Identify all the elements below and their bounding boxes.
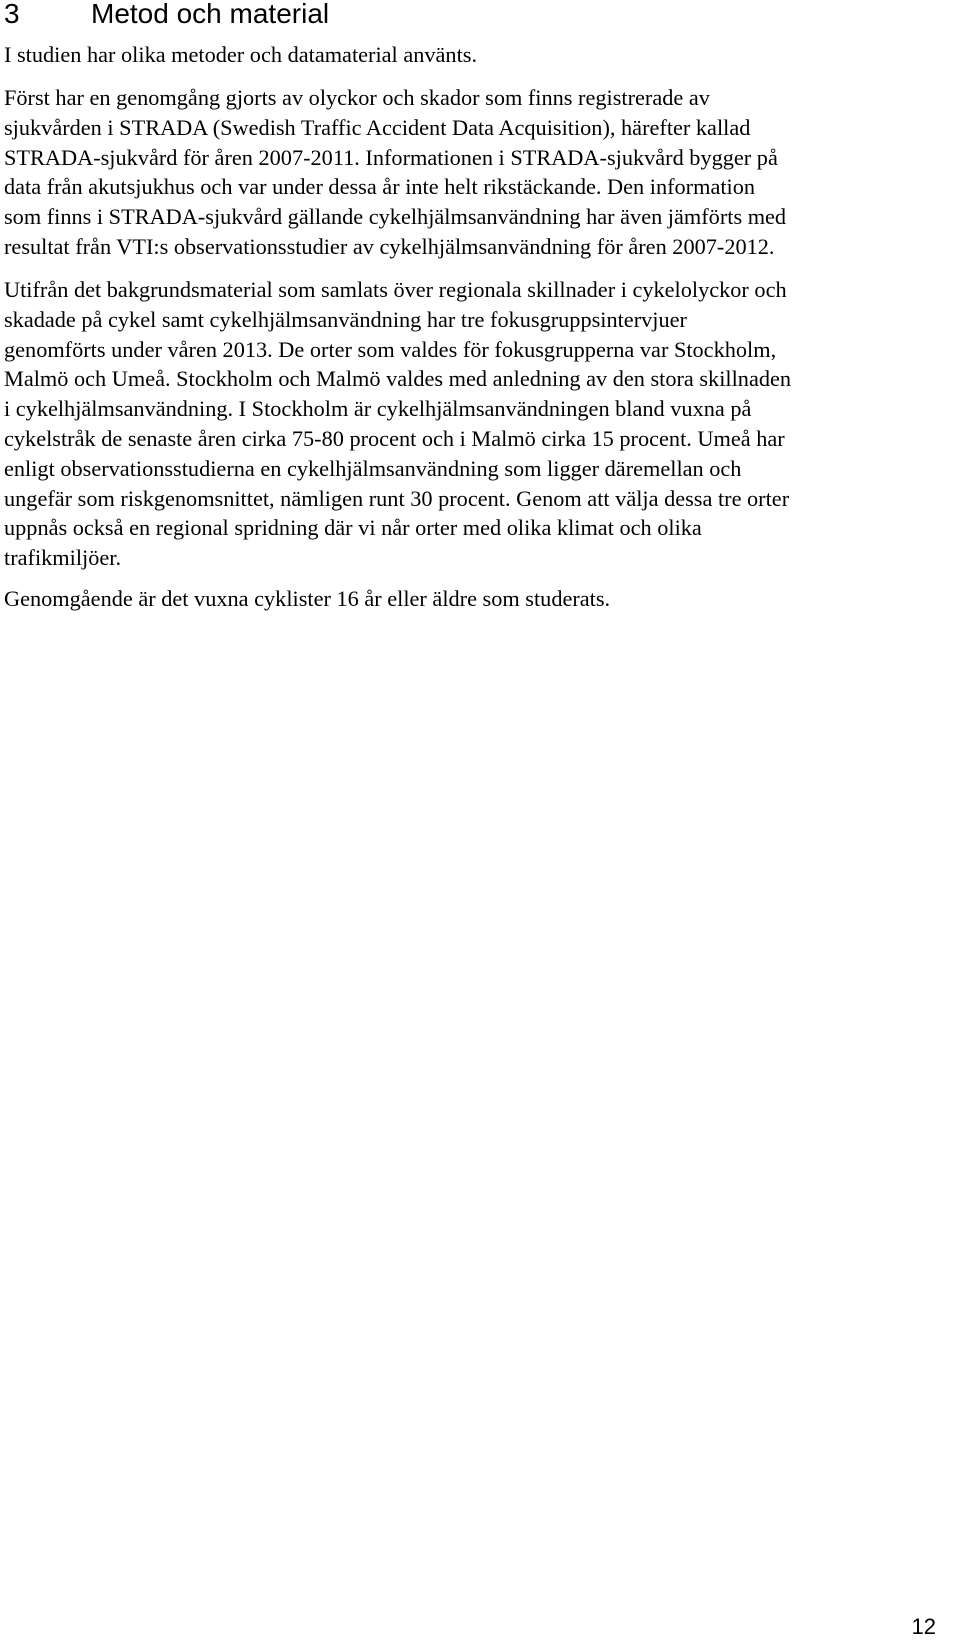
strada-paragraph: [4, 83, 944, 262]
scope-paragraph: [4, 584, 944, 614]
text-line: enligt observationsstudierna en cykelhjälmsanvändning som ligger däremellan och: [4, 455, 742, 481]
text-line: Genomgående är det vuxna cyklister 16 år eller äldre som studerats.: [4, 586, 611, 611]
text-line: sjukvården i STRADA (Swedish Traffic Accident Data Acquisition), härefter kallad: [4, 114, 751, 140]
focus-group-paragraph: [4, 275, 944, 573]
section-heading: [4, 0, 934, 34]
text-line: data från akutsjukhus och var under dessa år inte helt rikstäckande. Den information: [4, 174, 756, 200]
intro-paragraph: [4, 40, 944, 70]
text-line: som finns i STRADA-sjukvård gällande cykelhjälmsanvändning har även jämförts med: [4, 204, 787, 230]
text-line: i cykelhjälmsanvändning. I Stockholm är cykelhjälmsanvändningen bland vuxna på: [4, 396, 752, 422]
text-line: genomförts under våren 2013. De orter som valdes för fokusgrupperna var Stockholm,: [4, 336, 777, 362]
text-line: STRADA-sjukvård för åren 2007-2011. Informationen i STRADA-sjukvård bygger på: [4, 144, 778, 170]
section-number: 3: [4, 0, 20, 29]
text-line: Först har en genomgång gjorts av olyckor och skador som finns registrerade av: [4, 85, 710, 110]
text-line: Malmö och Umeå. Stockholm och Malmö valdes med anledning av den stora skillnaden: [4, 366, 792, 392]
text-line: resultat från VTI:s observationsstudier av cykelhjälmsanvändning för åren 2007-2012.: [4, 233, 775, 259]
text-line: ungefär som riskgenomsnittet, nämligen runt 30 procent. Genom att välja dessa tre orter: [4, 485, 790, 511]
text-line: uppnås också en regional spridning där vi når orter med olika klimat och olika: [4, 515, 702, 541]
text-line: Utifrån det bakgrundsmaterial som samlats över regionala skillnader i cykelolyckor och: [4, 277, 787, 302]
page-number: 12: [911, 1614, 936, 1639]
text-line: trafikmiljöer.: [4, 545, 122, 571]
text-line: skadade på cykel samt cykelhjälmsanvändning har tre fokusgruppsintervjuer: [4, 306, 687, 332]
text-line: cykelstråk de senaste åren cirka 75-80 procent och i Malmö cirka 15 procent. Umeå har: [4, 425, 785, 451]
section-title: Metod och material: [91, 0, 330, 29]
text-line: I studien har olika metoder och datamaterial använts.: [4, 42, 478, 67]
